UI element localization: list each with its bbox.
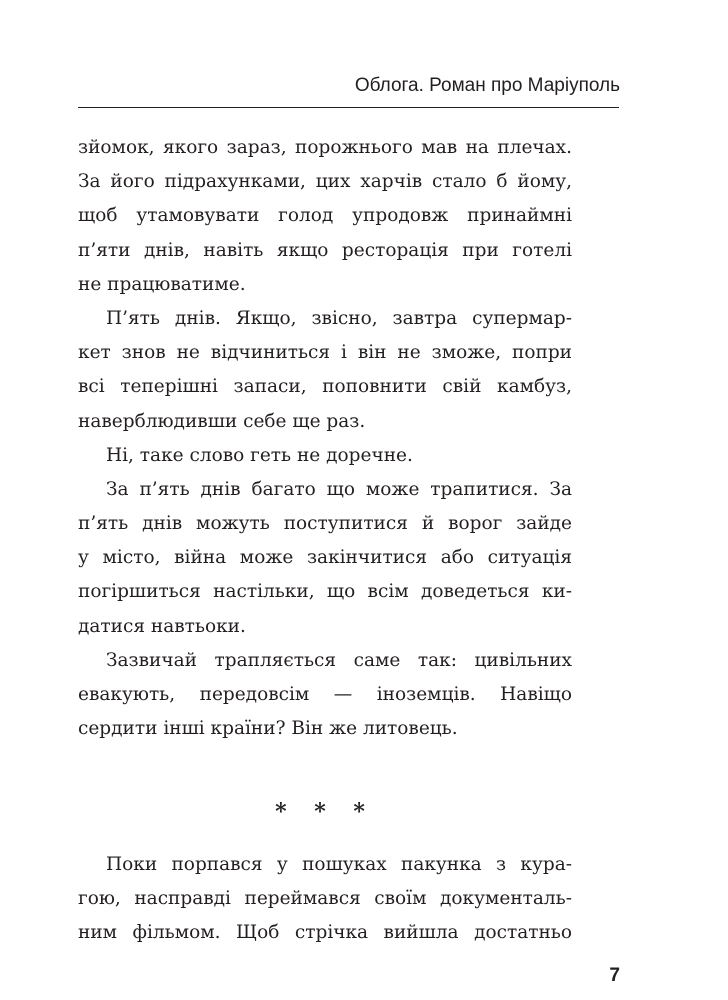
text-line: Поки порпався у пошуках пакунка з кура- [106, 854, 572, 875]
text-line: всі теперішні запаси, поповнити свій камбуз, [78, 376, 572, 398]
text-line: кет знов не відчиниться і він не зможе, попри [78, 342, 572, 364]
body-text-block-1 [78, 131, 572, 746]
page-number: 7 [609, 965, 620, 986]
text-line: Зазвичай трапляється саме так: цивільних [106, 649, 572, 671]
text-line: П’ять днів. Якщо, звісно, завтра супермар- [106, 307, 572, 329]
text-line: датися навтьоки. [78, 615, 246, 637]
text-line: ним фільмом. Щоб стрічка вийшла достатньо [78, 922, 572, 944]
text-line: зйомок, якого зараз, порожнього мав на плечах. [78, 137, 572, 158]
text-line: гою, насправді переймався своїм документаль- [78, 888, 572, 910]
header-rule [78, 107, 619, 108]
text-line: наверблюдивши себе ще раз. [78, 410, 366, 432]
text-line: Ні, таке слово геть не доречне. [106, 444, 413, 466]
text-line: За його підрахунками, цих харчів стало б йому, [78, 171, 572, 193]
text-line: щоб утамовувати голод упродовж принаймні [78, 205, 572, 227]
body-text-block-2 [78, 848, 572, 951]
text-line: не працюватиме. [78, 273, 246, 295]
text-line: За п’ять днів багато що може трапитися. За [106, 478, 572, 500]
text-line: п’яти днів, навіть якщо ресторація при готелі [78, 239, 572, 261]
running-title: Облога. Роман про Маріуполь [354, 75, 620, 96]
text-line: п’ять днів можуть поступитися й ворог зайде [78, 513, 572, 535]
text-line: евакують, передовсім — іноземців. Навіщо [78, 684, 572, 705]
text-line: погіршиться настільки, що всім доведеться ки- [78, 581, 572, 603]
text-line: сердити інші країни? Він же литовець. [78, 718, 458, 740]
text-line: у місто, війна може закінчитися або ситуація [78, 547, 572, 569]
section-separator: * * * [275, 799, 375, 825]
